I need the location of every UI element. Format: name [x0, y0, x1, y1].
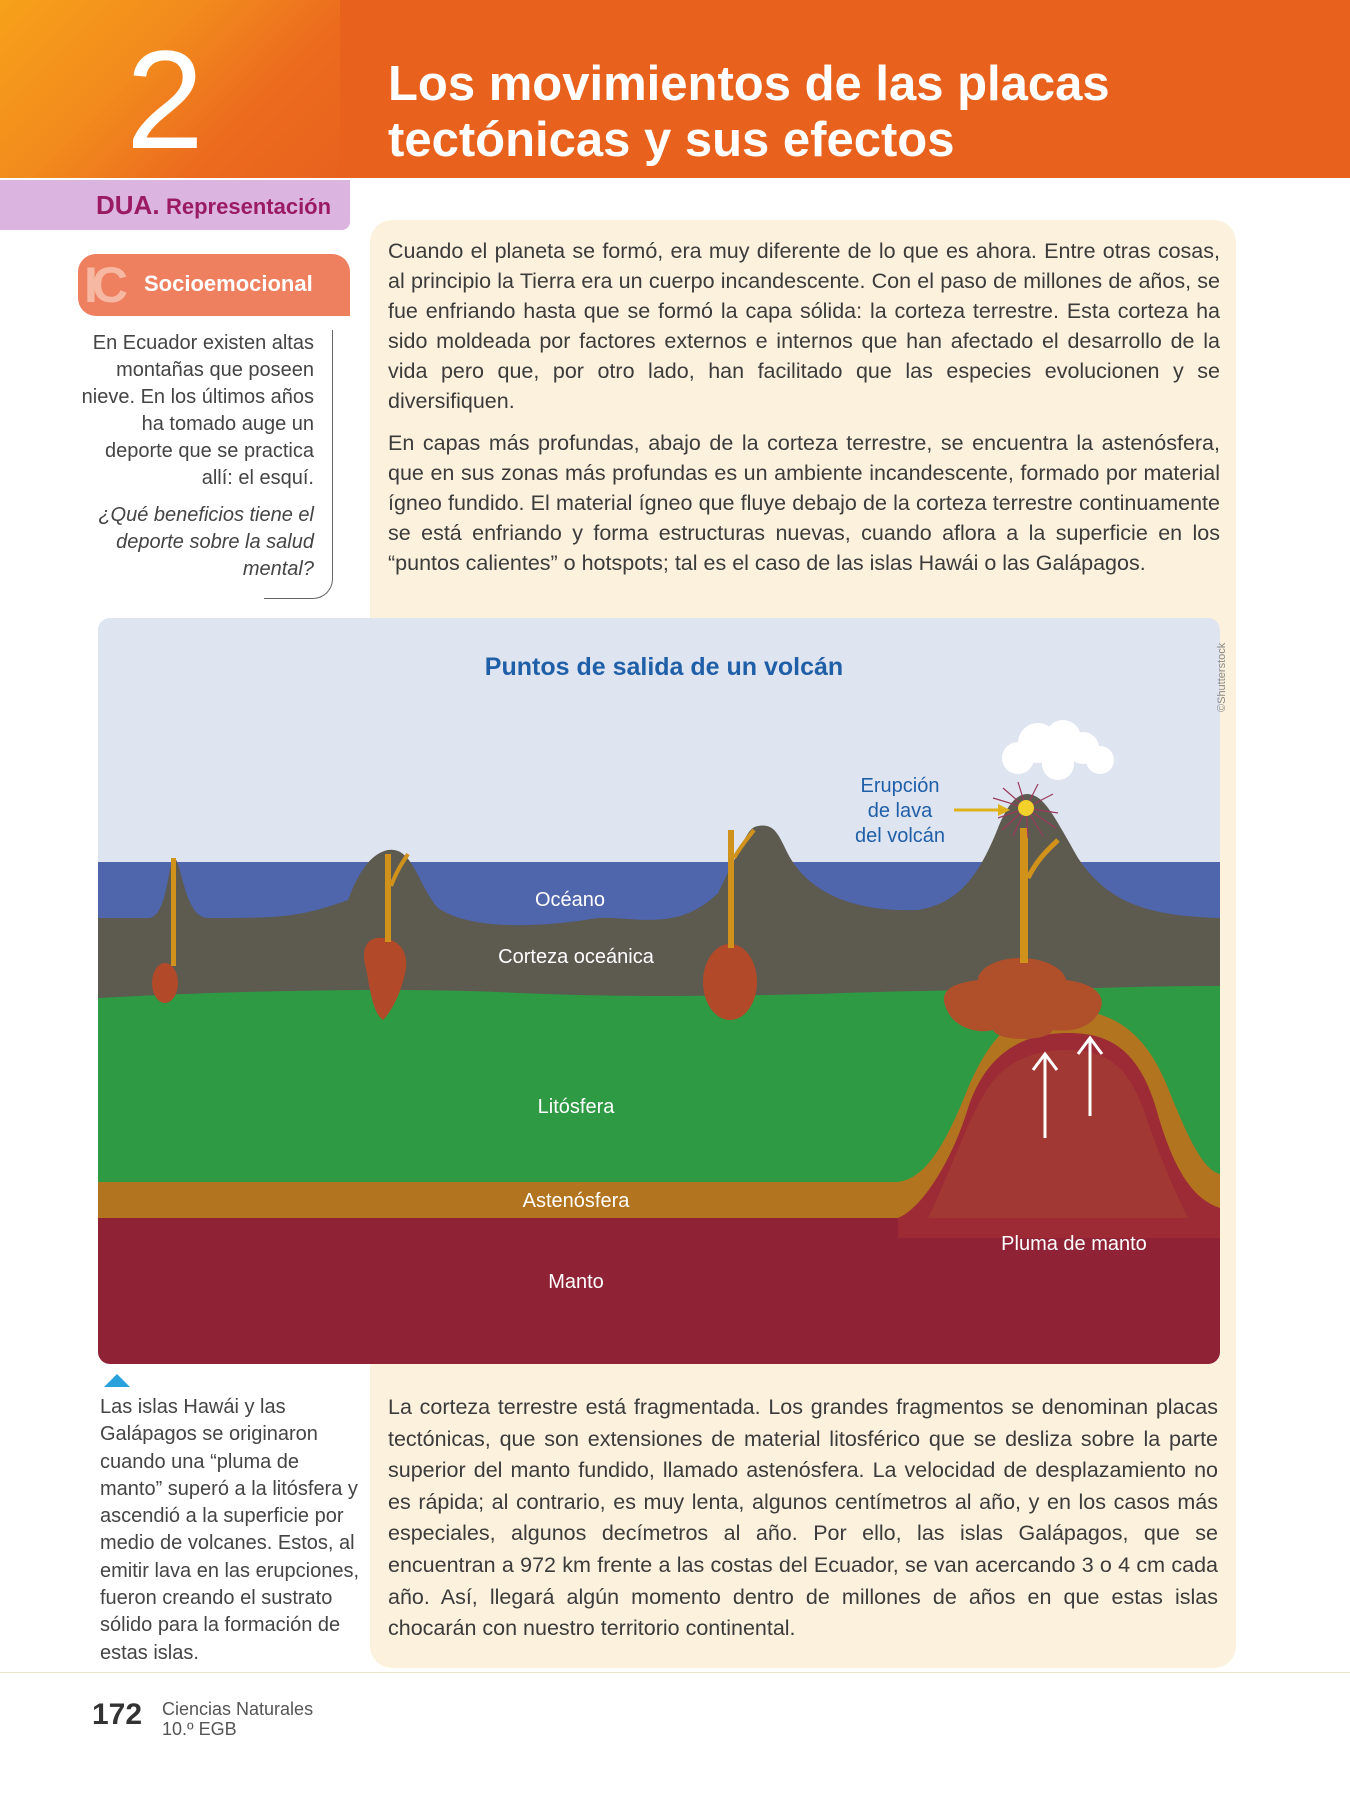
socioemocional-label: Socioemocional — [144, 271, 313, 296]
footer-subject: Ciencias Naturales — [162, 1699, 314, 1719]
main-conduit — [1020, 828, 1028, 963]
label-asthenosphere: Astenósfera — [522, 1190, 630, 1212]
eruption-label-line3: del volcán — [854, 825, 946, 847]
socio-text: En Ecuador existen altas montañas que poseen nieve. En los últimos años ha tomado auge un deporte que se practica allí: el esquí. — [81, 332, 314, 489]
chapter-header — [0, 0, 1350, 178]
socio-question: ¿Qué beneficios tiene el deporte sobre la salud mental? — [98, 504, 314, 580]
conduit-2 — [385, 854, 391, 942]
footer-grade: 10.º EGB — [162, 1719, 237, 1739]
paragraph-2: En capas más profundas, abajo de la corteza terrestre, se encuentra la astenósfera, que en sus zonas más profundas es un ambiente incandescente, formado por material ígneo fundido. El material ígneo que fluye debajo de la corteza terrestre continuamente se está enfriando y forma estructuras nuevas, cuando aflora a la superficie en los “puntos calientes” o hotspots; tal es el caso de las islas Hawái o las Galápagos. — [388, 431, 1220, 575]
dua-prefix: DUA. — [96, 190, 160, 220]
diagram-caption: Las islas Hawái y las Galápagos se originaron cuando una “pluma de manto” superó a la litósfera y ascendió a la superficie por medio de volcanes. Estos, al emitir lava en las erupciones, fueron creando el sustrato sólido para la formación de estas islas. — [100, 1396, 360, 1664]
volcano-diagram-svg — [98, 618, 1220, 1364]
page-number: 172 — [92, 1698, 143, 1731]
chapter-number: 2 — [126, 21, 204, 178]
socioemocional-badge — [78, 254, 350, 316]
eruption-label-line1: Erupción — [860, 775, 940, 797]
image-credit: ©Shutterstock — [1216, 642, 1228, 712]
chapter-title-line1: Los movimientos de las placas — [388, 57, 1110, 111]
chapter-title — [388, 56, 1288, 168]
footer-divider — [0, 1672, 1350, 1673]
caption-marker-icon — [104, 1374, 130, 1387]
magma-chamber-3 — [703, 944, 757, 1020]
conduit-3 — [728, 830, 734, 948]
eruption-label-line2: de lava — [867, 800, 933, 822]
dua-label: Representación — [166, 194, 332, 219]
chapter-title-line2: tectónicas y sus efectos — [388, 113, 955, 167]
magma-chamber-1 — [152, 963, 178, 1003]
volcano-diagram — [98, 618, 1220, 1364]
label-crust: Corteza oceánica — [498, 946, 654, 968]
paragraph-1: Cuando el planeta se formó, era muy diferente de lo que es ahora. Entre otras cosas, al principio la Tierra era un cuerpo incandescente. Con el paso de millones de años, se fue enfriando hasta que se formó la capa sólida: la corteza terrestre. Esta corteza ha sido moldeada por factores externos e internos que han afectado el desarrollo de la vida pero que, por otro lado, han facilitado que las especies evolucionen y se diversifiquen. — [388, 239, 1220, 413]
label-ocean: Océano — [534, 889, 606, 911]
label-mantle: Manto — [548, 1271, 604, 1293]
label-lithosphere: Litósfera — [537, 1096, 615, 1118]
ic-logo-icon: IC — [84, 257, 122, 313]
paragraph-3: La corteza terrestre está fragmentada. Los grandes fragmentos se denominan placas tectónicas, que son extensiones de material litosférico que se desliza sobre la parte superior del manto fundido, llamado astenósfera. La velocidad de desplazamiento no es rápida; al contrario, es muy lenta, algunos centímetros al año, y en los casos más especiales, algunos decímetros al año. Por ello, las islas Galápagos, que se encuentran a 972 km frente a las costas del Ecuador, se van acercando 3 o 4 cm cada año. Así, llegará algún momento dentro de millones de años en que estas islas chocarán con nuestro territorio continental. — [388, 1395, 1218, 1641]
dua-tag — [0, 180, 350, 230]
diagram-title: Puntos de salida de un volcán — [484, 653, 844, 681]
label-plume: Pluma de manto — [1001, 1233, 1147, 1255]
eruption-core — [1018, 800, 1034, 816]
conduit-1 — [171, 858, 176, 966]
